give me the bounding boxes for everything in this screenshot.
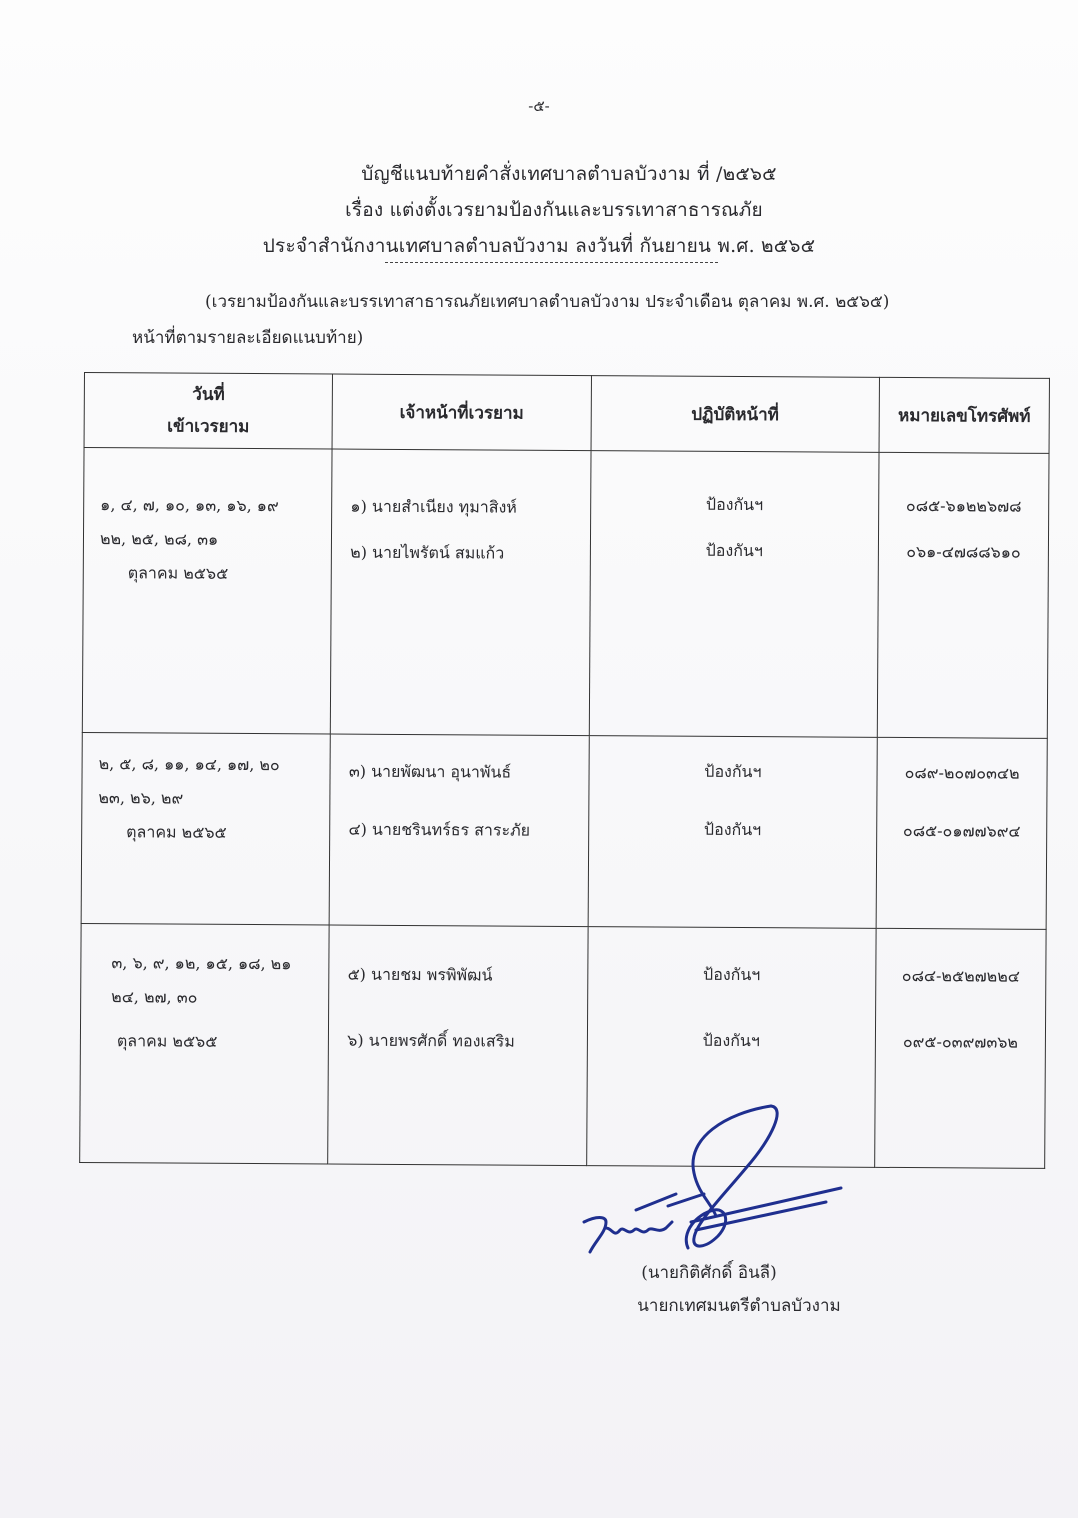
- date-list-cont: ๒๒, ๒๕, ๒๘, ๓๑: [99, 529, 219, 549]
- officer-name: ๔) นายชรินทร์ธร สาระภัย: [348, 819, 531, 840]
- officer-name: ๖) นายพรศักดิ์ ทองเสริม: [347, 1030, 515, 1051]
- header-office-date: ประจำสำนักงานเทศบาลตำบลบัวงาม ลงวันที่ กันยายน พ.ศ. ๒๕๖๕: [262, 235, 816, 257]
- duty-text: ป้องกันฯ: [703, 819, 762, 840]
- intro-line-2: หน้าที่ตามรายละเอียดแนบท้าย): [132, 328, 364, 348]
- table-row: [80, 923, 1046, 1168]
- duty-text: ป้องกันฯ: [704, 761, 762, 782]
- date-cell: [81, 732, 330, 925]
- signer-title: นายกเทศมนตรีตำบลบัวงาม: [637, 1296, 841, 1316]
- header-officer: เจ้าหน้าที่เวรยาม: [332, 374, 591, 451]
- duty-text: ป้องกันฯ: [702, 1030, 760, 1051]
- officer-name: ๑) นายสำเนียง ทุมาสิงห์: [350, 496, 517, 517]
- date-list: ๓, ๖, ๙, ๑๒, ๑๕, ๑๘, ๒๑: [111, 953, 292, 974]
- table-row: [82, 448, 1049, 739]
- duty-text: ป้องกันฯ: [705, 540, 763, 561]
- date-cell: [82, 448, 332, 735]
- phone-number: ๐๘๕-๐๑๗๗๖๙๔: [902, 821, 1021, 841]
- header-subject: เรื่อง แต่งตั้งเวรยามป้องกันและบรรเทาสาธารณภัย: [345, 199, 763, 221]
- header-phone: หมายเลขโทรศัพท์: [879, 377, 1049, 453]
- signature-mark: [576, 1098, 846, 1268]
- phone-number: ๐๖๑-๔๗๘๘๖๑๐: [906, 542, 1021, 562]
- phone-cell: [877, 452, 1049, 738]
- header-date-line2: เข้าเวรยาม: [167, 416, 250, 438]
- phone-number: ๐๙๕-๐๓๙๗๓๖๒: [902, 1032, 1019, 1052]
- phone-cell: [875, 928, 1046, 1168]
- officer-cell: [329, 734, 588, 927]
- date-list-cont: ๒๓, ๒๖, ๒๙: [98, 788, 184, 808]
- officer-name: ๓) นายพัฒนา อุนาพันธ์: [348, 761, 512, 782]
- header-date-line1: วันที่: [192, 384, 225, 405]
- phone-number: ๐๘๔-๒๕๒๗๒๒๔: [901, 966, 1020, 986]
- date-list: ๒, ๕, ๘, ๑๑, ๑๔, ๑๗, ๒๐: [98, 754, 280, 775]
- table-header-row: [84, 373, 1049, 454]
- date-list: ๑, ๔, ๗, ๑๐, ๑๓, ๑๖, ๑๙: [100, 495, 279, 516]
- duty-text: ป้องกันฯ: [703, 964, 761, 985]
- duty-cell: [589, 451, 879, 738]
- page-number: -๕-: [528, 97, 550, 115]
- header-title: บัญชีแนบท้ายคำสั่งเทศบาลตำบลบัวงาม ที่ /๒๕๖๕: [361, 163, 777, 185]
- header-duty: ปฏิบัติหน้าที่: [591, 376, 880, 453]
- signer-name: (นายกิติศักดิ์ อินลี): [641, 1263, 777, 1283]
- duty-text: ป้องกันฯ: [705, 494, 764, 515]
- officer-name: ๒) นายไพรัตน์ สมแก้ว: [350, 542, 505, 563]
- phone-number: ๐๘๙-๒๐๗๐๓๔๒: [904, 763, 1020, 783]
- table-row: [81, 732, 1047, 929]
- date-cell: [80, 923, 330, 1164]
- date-list-cont: ๒๔, ๒๗, ๓๐: [111, 987, 198, 1007]
- phone-number: ๐๘๕-๖๑๒๒๖๗๘: [905, 496, 1022, 516]
- document-header: [0, 156, 1078, 264]
- date-month: ตุลาคม ๒๕๖๕: [116, 1031, 218, 1051]
- duty-cell: [588, 736, 878, 929]
- date-month: ตุลาคม ๒๕๖๕: [126, 822, 227, 842]
- officer-cell: [328, 925, 588, 1166]
- officer-name: ๕) นายชม พรพิพัฒน์: [347, 964, 493, 985]
- duty-roster-table: [79, 372, 1050, 1169]
- intro-line-1: (เวรยามป้องกันและบรรเทาสาธารณภัยเทศบาลตำบลบัวงาม ประจำเดือน ตุลาคม พ.ศ. ๒๕๖๕): [205, 292, 890, 312]
- phone-cell: [876, 737, 1047, 929]
- date-month: ตุลาคม ๒๕๖๕: [127, 563, 229, 583]
- header-divider: [385, 262, 718, 263]
- header-date: [84, 373, 333, 450]
- officer-cell: [331, 449, 591, 736]
